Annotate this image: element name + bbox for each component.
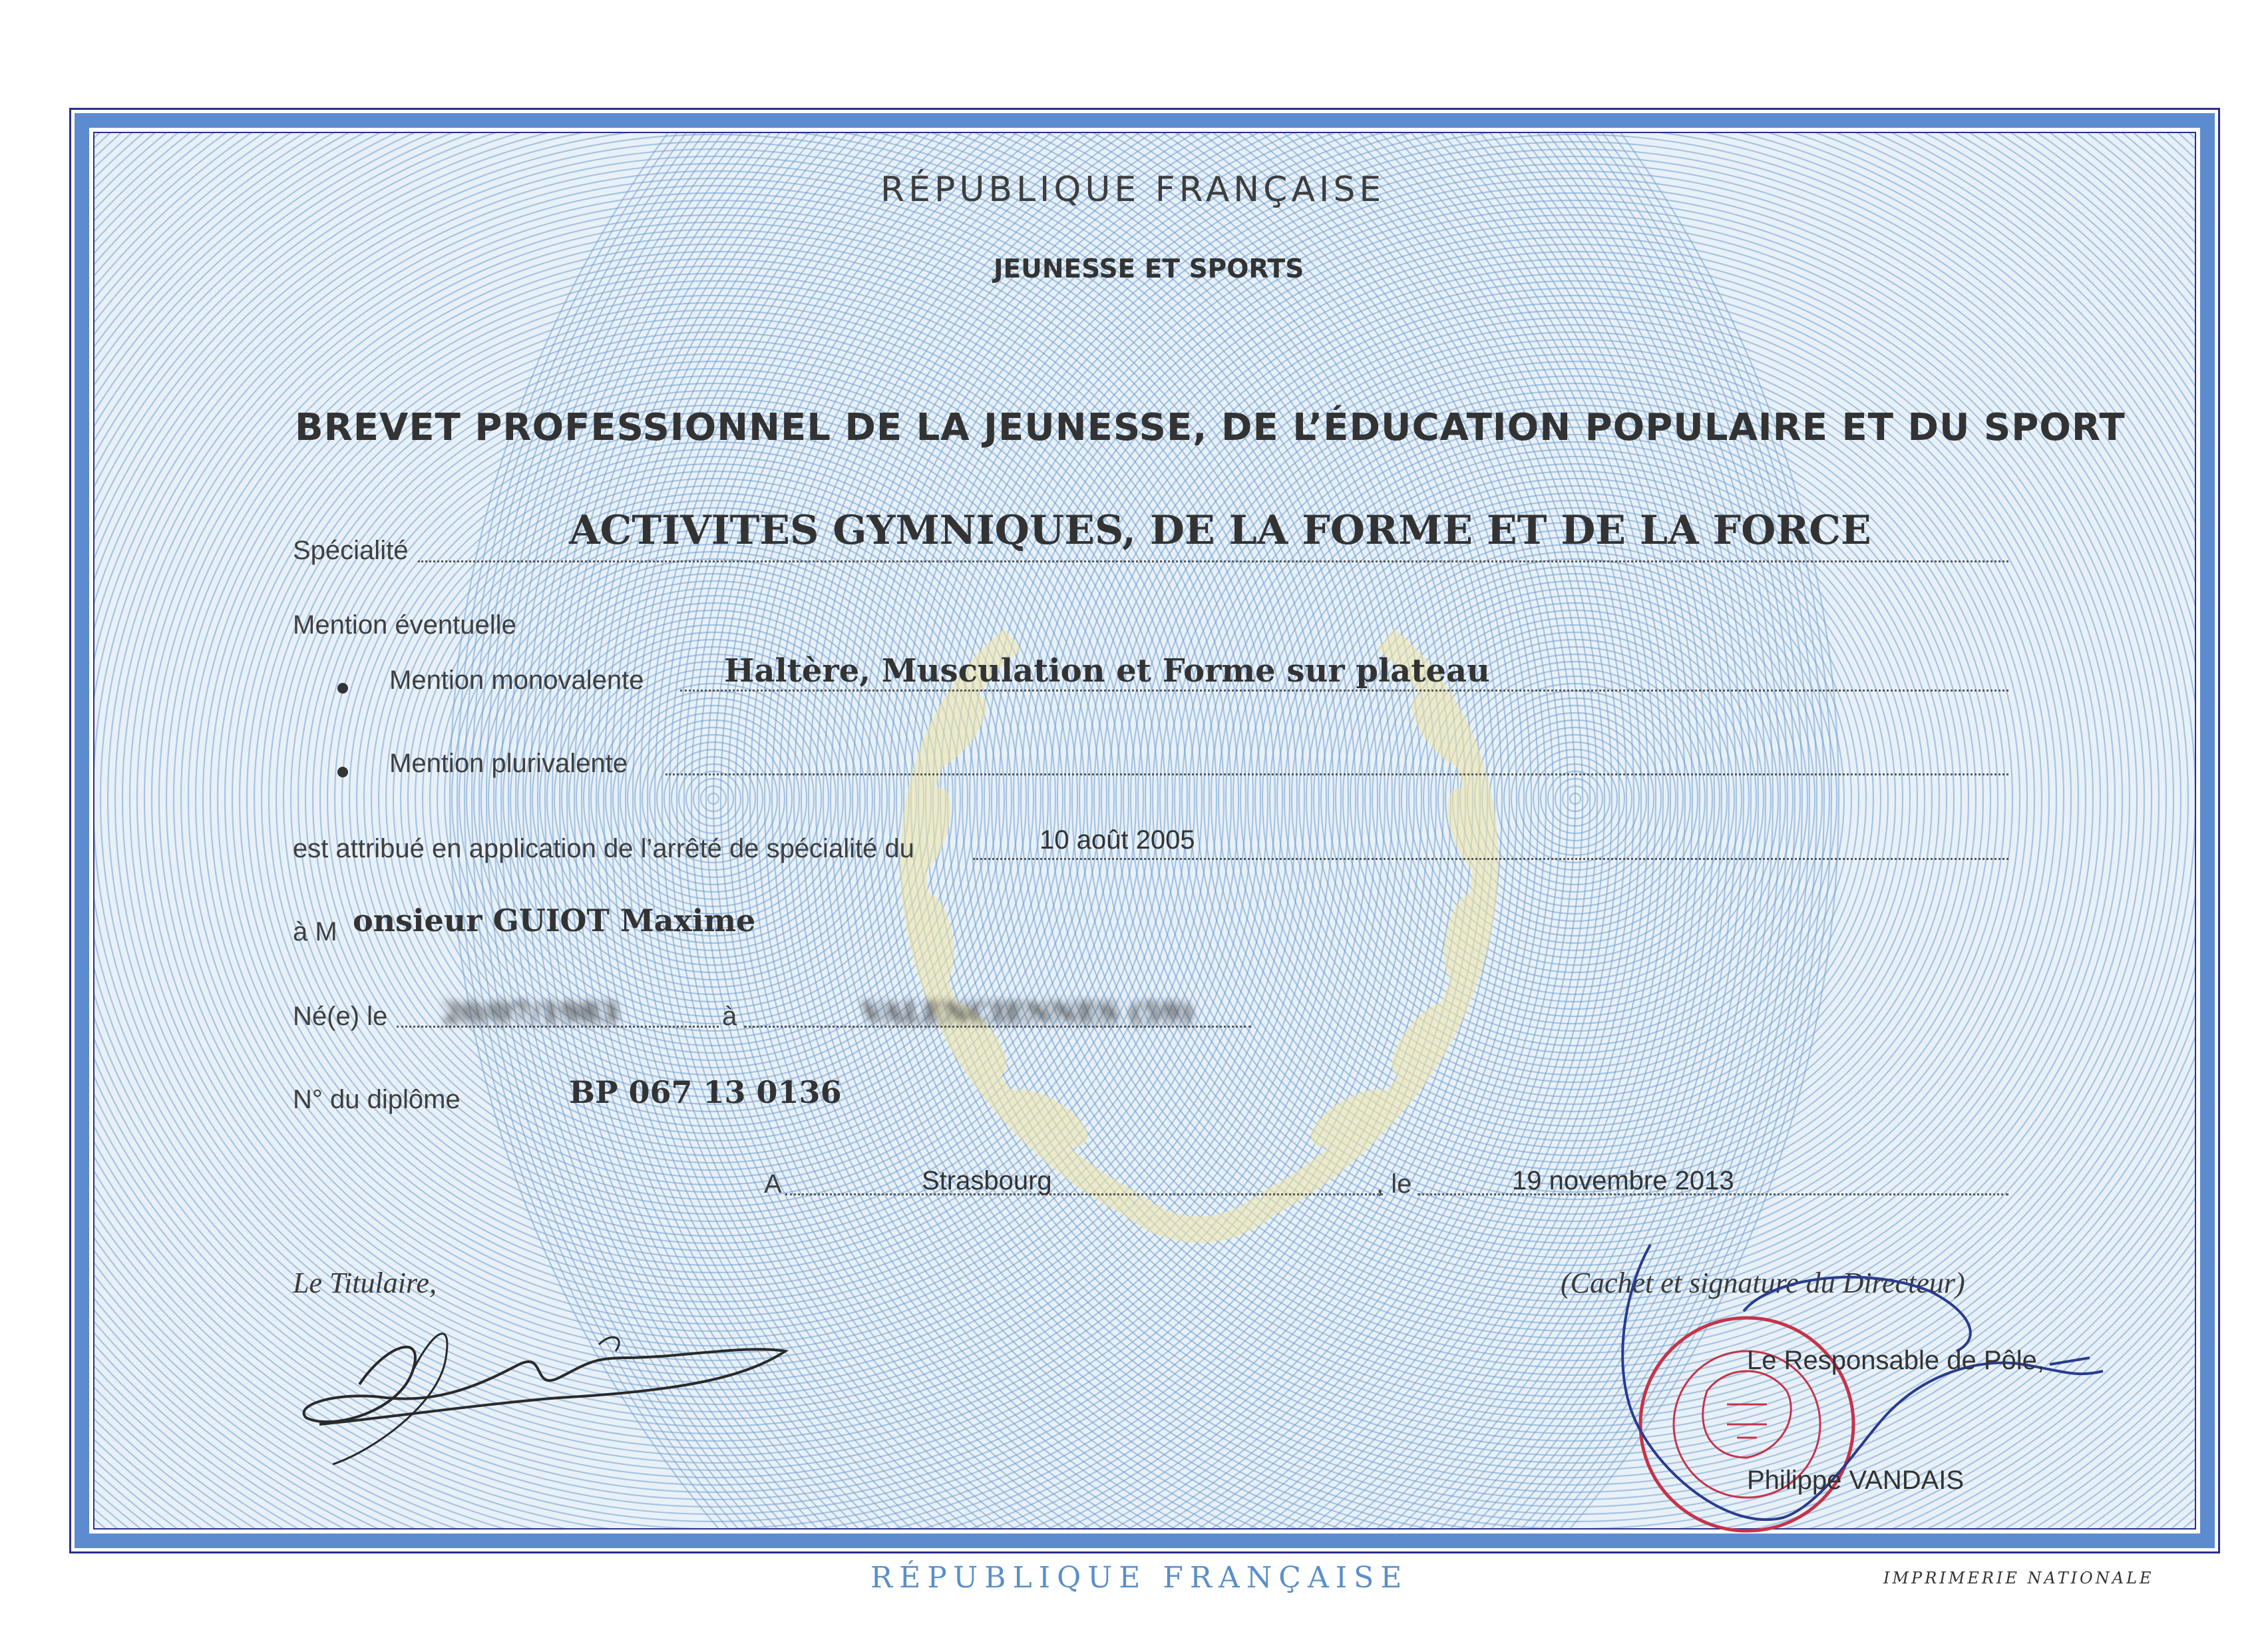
place-prefix-label: A [764,1169,782,1199]
titulaire-signature [280,1305,812,1478]
diploma-number-value: BP 067 13 0136 [569,1074,842,1110]
birth-date-redacted: 20/07/1983 [443,996,619,1029]
footer-printer: IMPRIMERIE NATIONALE [1883,1569,2154,1587]
responsable-name: Philippe VANDAIS [1747,1466,1965,1495]
specialite-label: Spécialité [293,536,409,565]
footer-republic: RÉPUBLIQUE FRANÇAISE [870,1561,1409,1595]
mention-mono-value: Haltère, Musculation et Forme sur plateau [724,652,1490,690]
date-value: 19 novembre 2013 [1512,1166,1734,1195]
titulaire-label: Le Titulaire, [293,1267,437,1299]
diploma-number-label: N° du diplôme [293,1085,461,1114]
mention-pluri-dotted-line [665,773,2008,775]
mention-pluri-label: Mention plurivalente [389,749,628,778]
holder-name-value: onsieur GUIOT Maxime [353,903,756,938]
place-dotted-line [785,1193,1383,1195]
a-m-label: à M [293,917,337,946]
date-prefix-label: , le [1376,1169,1412,1199]
arrete-label: est attribué en application de l’arrêté de spécialité du [293,834,914,863]
arrete-dotted-line [973,858,2008,860]
birth-date-label: Né(e) le [293,1002,388,1031]
birth-place-label: à [722,1002,737,1031]
mention-mono-label: Mention monovalente [389,666,644,695]
place-value: Strasbourg [922,1166,1052,1195]
mention-eventuelle-label: Mention éventuelle [293,610,516,640]
ministry-heading: JEUNESSE ET SPORTS [994,254,1304,284]
birth-place-redacted: VALENCIENNES (59) [862,996,1194,1029]
republic-heading: RÉPUBLIQUE FRANÇAISE [880,170,1386,210]
directeur-label: (Cachet et signature du Directeur) [1561,1267,1965,1299]
specialite-dotted-line [418,560,2008,562]
diploma-title: BREVET PROFESSIONNEL DE LA JEUNESSE, DE L’ÉDUCATION POPULAIRE ET DU SPORT [295,406,2126,449]
bullet-mono-icon [337,683,348,694]
bullet-pluri-icon [337,767,348,777]
arrete-date-value: 10 août 2005 [1040,825,1195,855]
director-signature [1584,1238,2116,1551]
responsable-label: Le Responsable de Pôle, [1747,1346,2044,1375]
mention-mono-dotted-line [680,690,2008,692]
specialite-value: ACTIVITES GYMNIQUES, DE LA FORME ET DE LA FORCE [569,507,1871,554]
